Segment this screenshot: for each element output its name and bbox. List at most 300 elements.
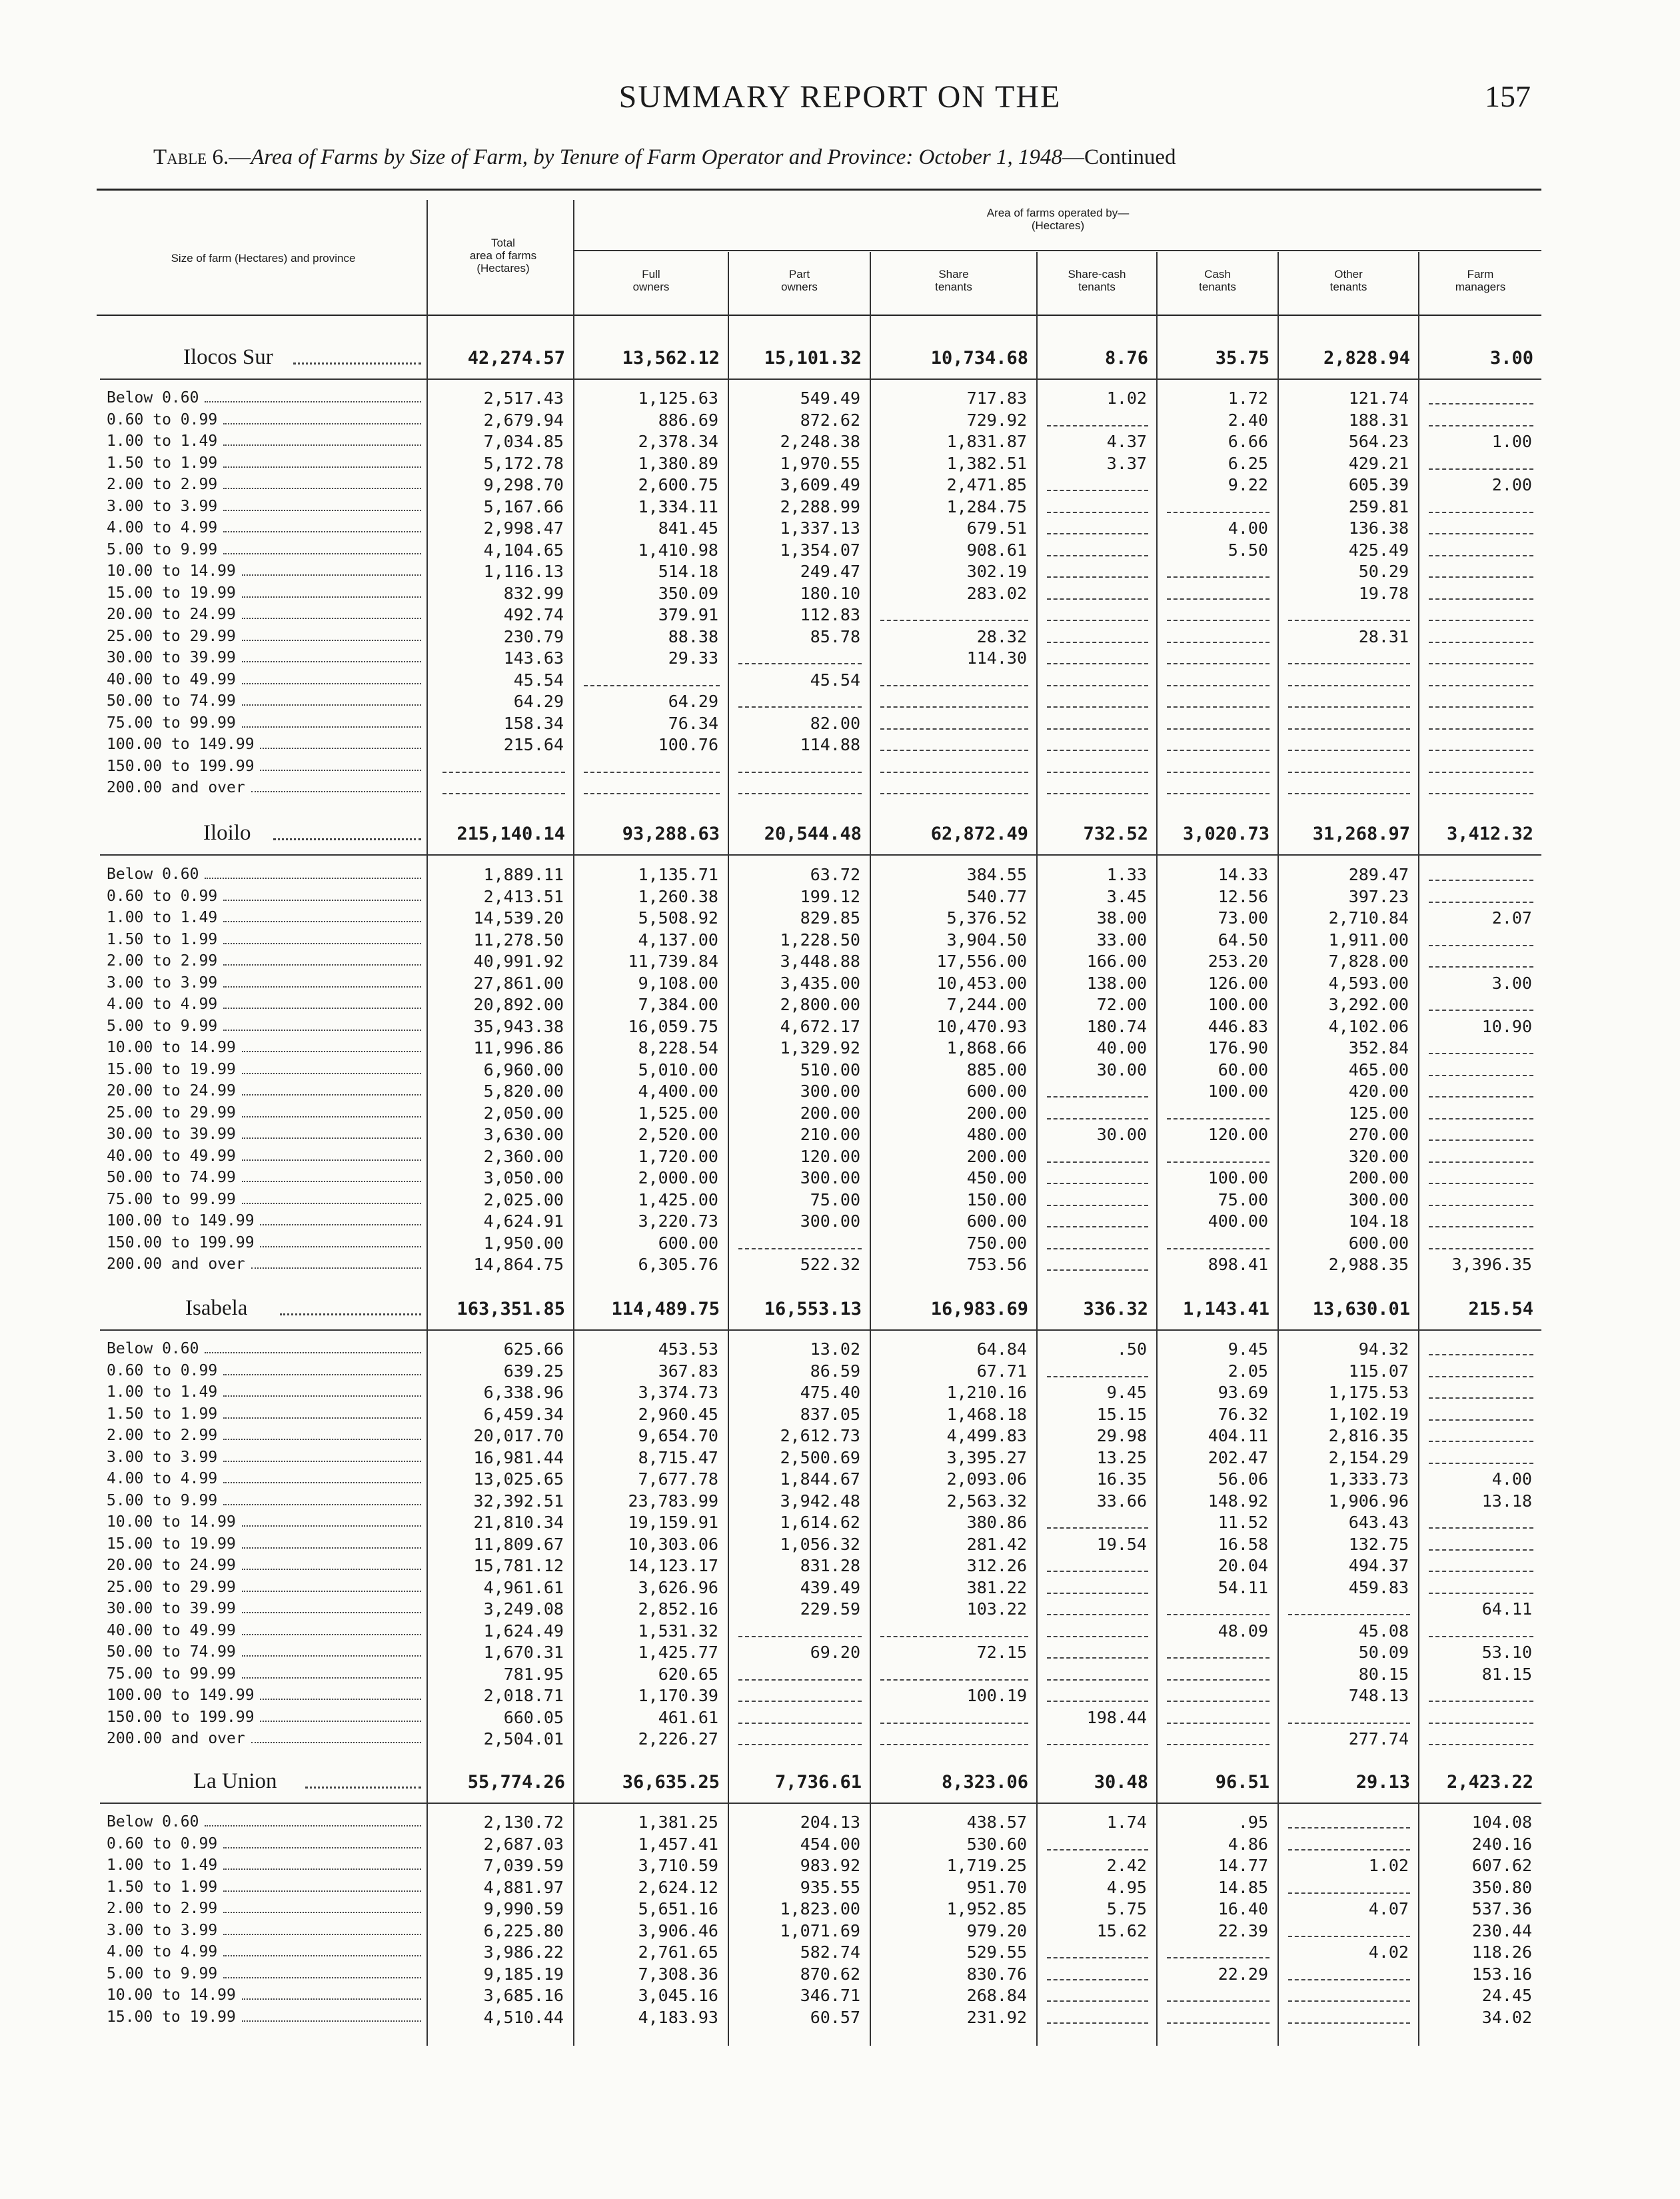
cell-value: 4,499.83 — [946, 1426, 1027, 1445]
header-share-tenants-line: tenants — [935, 281, 972, 293]
empty-cell — [1429, 750, 1533, 751]
cell-value: 450.00 — [966, 1168, 1027, 1187]
cell-value: 28.32 — [976, 626, 1027, 646]
cell-value: 1.02 — [1368, 1856, 1409, 1875]
header-part-owners-line: owners — [781, 281, 818, 293]
cell-value: 4,510.44 — [483, 2007, 564, 2027]
cell-value: 22.29 — [1218, 1964, 1268, 1984]
empty-cell — [1167, 1161, 1269, 1163]
cell-value: 6,338.96 — [483, 1383, 564, 1402]
size-class-label: 40.00 to 49.99 — [107, 1147, 236, 1165]
cell-value: 1,337.13 — [780, 518, 860, 538]
cell-value: 2,852.16 — [638, 1599, 718, 1619]
empty-cell — [738, 772, 862, 773]
cell-value: 7,384.00 — [638, 995, 718, 1014]
cell-value: 679.51 — [966, 518, 1027, 538]
cell-value: 176.90 — [1208, 1038, 1268, 1058]
province-total: 114,489.75 — [611, 1299, 720, 1319]
empty-cell — [880, 685, 1028, 686]
cell-value: 885.00 — [966, 1060, 1027, 1080]
province-total: 15,101.32 — [764, 348, 862, 368]
size-class-label: 100.00 to 149.99 — [107, 736, 255, 753]
cell-value: 48.09 — [1218, 1621, 1268, 1641]
province-total: 8.76 — [1104, 348, 1148, 368]
empty-cell — [1047, 1979, 1148, 1980]
cell-value: 5,508.92 — [638, 908, 718, 928]
cell-value: 104.08 — [1471, 1813, 1532, 1832]
cell-value: 20.04 — [1218, 1556, 1268, 1575]
cell-value: 446.83 — [1208, 1016, 1268, 1036]
cell-value: 53.10 — [1481, 1643, 1532, 1662]
cell-value: 6,459.34 — [483, 1404, 564, 1424]
empty-cell — [1167, 1723, 1269, 1724]
leader-dots — [242, 1137, 421, 1139]
empty-cell — [1429, 772, 1533, 773]
cell-value: 494.37 — [1348, 1556, 1409, 1575]
cell-value: 2,413.51 — [483, 886, 564, 906]
empty-cell — [1429, 642, 1533, 643]
header-other-tenants — [1279, 268, 1418, 293]
header-full-owners-line: owners — [632, 281, 670, 293]
empty-cell — [1288, 1614, 1410, 1615]
empty-cell — [1047, 576, 1148, 578]
section-separator-1 — [100, 854, 1541, 856]
section-separator-2 — [100, 1329, 1541, 1331]
cell-value: 1,125.63 — [638, 388, 718, 408]
cell-value: 1,175.53 — [1328, 1383, 1409, 1402]
cell-value: 283.02 — [966, 583, 1027, 603]
empty-cell — [1047, 1679, 1148, 1681]
cell-value: 14.77 — [1218, 1856, 1268, 1875]
cell-value: 72.00 — [1096, 995, 1147, 1014]
leader-dots — [242, 1655, 421, 1657]
empty-cell — [1429, 1419, 1533, 1421]
cell-value: 3,626.96 — [638, 1577, 718, 1597]
cell-value: 3,374.73 — [638, 1383, 718, 1402]
header-total-line: Total — [491, 237, 515, 249]
empty-cell — [1429, 1441, 1533, 1442]
cell-value: 143.63 — [503, 648, 564, 668]
leader-dots — [260, 1246, 421, 1247]
cell-value: 138.00 — [1086, 973, 1147, 993]
cell-value: 300.00 — [800, 1082, 860, 1101]
province-total: 3,020.73 — [1182, 824, 1269, 844]
size-class-label: 1.50 to 1.99 — [107, 454, 218, 472]
size-class-label: 50.00 to 74.99 — [107, 1643, 236, 1661]
size-class-label: 10.00 to 14.99 — [107, 562, 236, 580]
cell-value: 50.29 — [1358, 562, 1409, 581]
cell-value: 1.74 — [1106, 1813, 1147, 1832]
cell-value: 607.62 — [1471, 1856, 1532, 1875]
empty-cell — [1429, 1397, 1533, 1399]
empty-cell — [1167, 2022, 1269, 2024]
cell-value: 1,911.00 — [1328, 930, 1409, 950]
empty-cell — [1429, 793, 1533, 794]
caption-title: Area of Farms by Size of Farm, by Tenure of Farm Operator and Province: October 1, 1948 — [251, 145, 1063, 169]
cell-value: 2,988.35 — [1328, 1255, 1409, 1274]
cell-value: 582.74 — [800, 1942, 860, 1962]
leader-dots — [223, 1868, 421, 1870]
cell-value: 1,720.00 — [638, 1146, 718, 1166]
cell-value: 781.95 — [503, 1664, 564, 1684]
empty-cell — [1429, 1010, 1533, 1011]
cell-value: 1,831.87 — [946, 432, 1027, 451]
cell-value: 3,220.73 — [638, 1211, 718, 1231]
province-total: 2,828.94 — [1323, 348, 1410, 368]
cell-value: 24.45 — [1481, 1986, 1532, 2005]
cell-value: 549.49 — [800, 388, 860, 408]
province-total: 93,288.63 — [622, 824, 720, 844]
cell-value: 38.00 — [1096, 908, 1147, 928]
cell-value: 832.99 — [503, 583, 564, 603]
cell-value: 231.92 — [966, 2007, 1027, 2027]
empty-cell — [1429, 1096, 1533, 1098]
cell-value: 2,761.65 — [638, 1942, 718, 1962]
cell-value: 40.00 — [1096, 1038, 1147, 1058]
leader-dots — [223, 1374, 421, 1375]
header-share-cash-tenants-line: tenants — [1078, 281, 1116, 293]
empty-cell — [1429, 1527, 1533, 1529]
table-caption — [153, 145, 1519, 170]
size-class-label: 1.00 to 1.49 — [107, 1856, 218, 1874]
empty-cell — [738, 793, 862, 794]
cell-value: 4,624.91 — [483, 1211, 564, 1231]
cell-value: 9,654.70 — [638, 1426, 718, 1445]
cell-value: 3,942.48 — [780, 1491, 860, 1511]
empty-cell — [1167, 706, 1269, 708]
cell-value: 121.74 — [1348, 388, 1409, 408]
size-class-label: 25.00 to 29.99 — [107, 1103, 236, 1121]
cell-value: 830.76 — [966, 1964, 1027, 1984]
cell-value: 1,823.00 — [780, 1899, 860, 1918]
cell-value: 158.34 — [503, 713, 564, 733]
cell-value: 14.85 — [1218, 1877, 1268, 1897]
header-cash-tenants — [1158, 268, 1277, 293]
empty-cell — [1288, 685, 1410, 686]
leader-dots — [205, 1825, 421, 1827]
size-class-label: 3.00 to 3.99 — [107, 497, 218, 515]
cell-value: 76.32 — [1218, 1404, 1268, 1424]
cell-value: 132.75 — [1348, 1534, 1409, 1554]
cell-value: 8,715.47 — [638, 1447, 718, 1467]
empty-cell — [1429, 1053, 1533, 1054]
cell-value: 625.66 — [503, 1339, 564, 1359]
leader-dots — [242, 726, 421, 728]
cell-value: 40,991.92 — [473, 952, 564, 971]
cell-value: 28.31 — [1358, 626, 1409, 646]
cell-value: 23,783.99 — [628, 1491, 718, 1511]
leader-dots — [223, 1417, 421, 1419]
cell-value: 4.00 — [1228, 518, 1268, 538]
size-class-label: 4.00 to 4.99 — [107, 1470, 218, 1487]
leader-dots — [242, 683, 421, 684]
cell-value: 72.15 — [976, 1643, 1027, 1662]
cell-value: 350.09 — [658, 583, 718, 603]
empty-cell — [1429, 1161, 1533, 1163]
size-class-label: 5.00 to 9.99 — [107, 540, 218, 558]
cell-value: 75.00 — [1218, 1189, 1268, 1209]
empty-cell — [1047, 1957, 1148, 1958]
empty-cell — [1429, 1139, 1533, 1141]
cell-value: 2,093.06 — [946, 1469, 1027, 1489]
cell-value: 1,952.85 — [946, 1899, 1027, 1918]
cell-value: 1.00 — [1491, 432, 1532, 451]
size-class-label: 50.00 to 74.99 — [107, 692, 236, 710]
cell-value: 9,298.70 — [483, 475, 564, 494]
size-class-label: 100.00 to 149.99 — [107, 1687, 255, 1704]
empty-cell — [1047, 1161, 1148, 1163]
province-name: Iloilo — [203, 821, 251, 845]
header-cash-tenants-line: Cash — [1204, 268, 1231, 281]
cell-value: 188.31 — [1348, 410, 1409, 430]
cell-value: 2,998.47 — [483, 518, 564, 538]
cell-value: 300.00 — [800, 1168, 860, 1187]
cell-value: 979.20 — [966, 1920, 1027, 1940]
province-total: 3,412.32 — [1446, 824, 1533, 844]
empty-cell — [738, 1723, 862, 1724]
cell-value: 35,943.38 — [473, 1016, 564, 1036]
empty-cell — [1429, 403, 1533, 404]
empty-cell — [584, 685, 720, 686]
cell-value: 126.00 — [1208, 973, 1268, 993]
cell-value: 2,679.94 — [483, 410, 564, 430]
cell-value: 100.19 — [966, 1686, 1027, 1705]
empty-cell — [1429, 663, 1533, 664]
empty-cell — [1047, 1744, 1148, 1745]
cell-value: 1.72 — [1228, 388, 1268, 408]
cell-value: 180.10 — [800, 583, 860, 603]
size-class-label: 15.00 to 19.99 — [107, 2008, 236, 2026]
empty-cell — [1047, 663, 1148, 664]
leader-dots — [260, 748, 421, 749]
cell-value: 6.66 — [1228, 432, 1268, 451]
cell-value: 3.37 — [1106, 453, 1147, 473]
cell-value: 4,102.06 — [1328, 1016, 1409, 1036]
cell-value: 73.00 — [1218, 908, 1268, 928]
cell-value: 54.11 — [1218, 1577, 1268, 1597]
leader-dots — [280, 1313, 421, 1315]
cell-value: 7,828.00 — [1328, 952, 1409, 971]
cell-value: 379.91 — [658, 605, 718, 624]
cell-value: 12.56 — [1218, 886, 1268, 906]
cell-value: 4.07 — [1368, 1899, 1409, 1918]
empty-cell — [880, 1744, 1028, 1745]
empty-cell — [1047, 1118, 1148, 1119]
cell-value: 300.00 — [1348, 1189, 1409, 1209]
empty-cell — [1429, 1183, 1533, 1184]
empty-cell — [1288, 2000, 1410, 2002]
province-total: 3.00 — [1489, 348, 1533, 368]
leader-dots — [242, 618, 421, 619]
cell-value: 230.79 — [503, 626, 564, 646]
empty-cell — [1047, 1593, 1148, 1594]
cell-value: 17,556.00 — [936, 952, 1027, 971]
leader-dots — [242, 1203, 421, 1204]
cell-value: 11,278.50 — [473, 930, 564, 950]
cell-value: 5,820.00 — [483, 1082, 564, 1101]
empty-cell — [1167, 1614, 1269, 1615]
empty-cell — [738, 1744, 862, 1745]
section-separator-3 — [100, 1803, 1541, 1804]
empty-cell — [1429, 1593, 1533, 1594]
cell-value: 200.00 — [966, 1103, 1027, 1123]
cell-value: 13.18 — [1481, 1491, 1532, 1511]
empty-cell — [1167, 1118, 1269, 1119]
cell-value: 10.90 — [1481, 1016, 1532, 1036]
cell-value: 29.98 — [1096, 1426, 1147, 1445]
size-class-label: 2.00 to 2.99 — [107, 952, 218, 970]
province-total: 215.54 — [1468, 1299, 1533, 1319]
cell-value: 3,630.00 — [483, 1125, 564, 1144]
cell-value: 2.00 — [1491, 475, 1532, 494]
header-share-tenants-line: Share — [938, 268, 969, 281]
empty-cell — [1429, 425, 1533, 426]
empty-cell — [442, 772, 565, 773]
empty-cell — [1429, 512, 1533, 513]
leader-dots — [260, 1224, 421, 1225]
leader-dots — [223, 444, 421, 446]
size-class-label: 200.00 and over — [107, 779, 245, 796]
cell-value: 729.92 — [966, 410, 1027, 430]
cell-value: 564.23 — [1348, 432, 1409, 451]
cell-value: 2,612.73 — [780, 1426, 860, 1445]
cell-value: 9,108.00 — [638, 973, 718, 993]
leader-dots — [242, 640, 421, 641]
empty-cell — [880, 1636, 1028, 1637]
cell-value: 7,677.78 — [638, 1469, 718, 1489]
empty-cell — [1167, 728, 1269, 730]
cell-value: 118.26 — [1471, 1942, 1532, 1962]
cell-value: 5,172.78 — [483, 453, 564, 473]
cell-value: 85.78 — [810, 626, 860, 646]
empty-cell — [442, 793, 565, 794]
cell-value: 5,651.16 — [638, 1899, 718, 1918]
cell-value: 1,334.11 — [638, 496, 718, 516]
size-class-label: 10.00 to 14.99 — [107, 1513, 236, 1531]
province-total: 1,143.41 — [1182, 1299, 1269, 1319]
header-size-of-farm: Size of farm (Hectares) and province — [171, 252, 356, 265]
cell-value: 14,864.75 — [473, 1255, 564, 1274]
cell-value: 4.02 — [1368, 1942, 1409, 1962]
province-total: 8,323.06 — [941, 1772, 1028, 1793]
cell-value: 76.34 — [668, 713, 718, 733]
cell-value: 81.15 — [1481, 1664, 1532, 1684]
size-class-label: 4.00 to 4.99 — [107, 1943, 218, 1960]
empty-cell — [1047, 512, 1148, 513]
cell-value: 93.69 — [1218, 1383, 1268, 1402]
cell-value: 3,050.00 — [483, 1168, 564, 1187]
cell-value: 7,244.00 — [946, 995, 1027, 1014]
cell-value: 2,710.84 — [1328, 908, 1409, 928]
cell-value: 1,670.31 — [483, 1643, 564, 1662]
empty-cell — [1047, 2000, 1148, 2002]
cell-value: 829.85 — [800, 908, 860, 928]
empty-cell — [1288, 1723, 1410, 1724]
size-class-label: 3.00 to 3.99 — [107, 1448, 218, 1466]
cell-value: 14,123.17 — [628, 1556, 718, 1575]
leader-dots — [273, 838, 421, 840]
empty-cell — [1429, 1463, 1533, 1464]
cell-value: 1,525.00 — [638, 1103, 718, 1123]
cell-value: 2,471.85 — [946, 475, 1027, 494]
empty-cell — [1288, 1936, 1410, 1937]
cell-value: 2,360.00 — [483, 1146, 564, 1166]
cell-value: 6,960.00 — [483, 1060, 564, 1080]
province-name: Isabela — [185, 1296, 248, 1320]
cell-value: 886.69 — [658, 410, 718, 430]
size-class-label: 25.00 to 29.99 — [107, 627, 236, 645]
cell-value: 2,378.34 — [638, 432, 718, 451]
cell-value: 600.00 — [966, 1211, 1027, 1231]
cell-value: 45.08 — [1358, 1621, 1409, 1641]
province-name: La Union — [193, 1769, 277, 1793]
empty-cell — [1167, 663, 1269, 664]
cell-value: 2,000.00 — [638, 1168, 718, 1187]
cell-value: 4,961.61 — [483, 1577, 564, 1597]
cell-value: 50.09 — [1358, 1643, 1409, 1662]
leader-dots — [205, 1352, 421, 1353]
size-class-label: 75.00 to 99.99 — [107, 1190, 236, 1208]
cell-value: 5,376.52 — [946, 908, 1027, 928]
cell-value: 69.20 — [810, 1643, 860, 1662]
cell-value: 1,260.38 — [638, 886, 718, 906]
top-rule — [97, 189, 1541, 191]
cell-value: 1,906.96 — [1328, 1491, 1409, 1511]
cell-value: 16,981.44 — [473, 1447, 564, 1467]
cell-value: 346.71 — [800, 1986, 860, 2005]
leader-dots — [260, 770, 421, 771]
empty-cell — [880, 1723, 1028, 1724]
empty-cell — [1167, 642, 1269, 643]
cell-value: 204.13 — [800, 1813, 860, 1832]
cell-value: 4,672.17 — [780, 1016, 860, 1036]
cell-value: 438.57 — [966, 1813, 1027, 1832]
header-total-line: (Hectares) — [476, 262, 530, 275]
cell-value: 2,960.45 — [638, 1404, 718, 1424]
empty-cell — [1167, 1701, 1269, 1702]
cell-value: 1,889.11 — [483, 865, 564, 884]
size-class-label: 150.00 to 199.99 — [107, 757, 255, 775]
cell-value: 350.80 — [1471, 1877, 1532, 1897]
empty-cell — [1047, 1269, 1148, 1271]
cell-value: 27,861.00 — [473, 973, 564, 993]
cell-value: 1,071.69 — [780, 1920, 860, 1940]
cell-value: 6,225.80 — [483, 1920, 564, 1940]
province-total: 7,736.61 — [774, 1772, 862, 1793]
size-class-label: 2.00 to 2.99 — [107, 1427, 218, 1444]
empty-cell — [1167, 685, 1269, 686]
size-class-label: 1.00 to 1.49 — [107, 1383, 218, 1401]
leader-dots — [242, 596, 421, 598]
size-class-label: 1.00 to 1.49 — [107, 909, 218, 926]
cell-value: 453.53 — [658, 1339, 718, 1359]
cell-value: 3,395.27 — [946, 1447, 1027, 1467]
size-class-label: 100.00 to 149.99 — [107, 1212, 255, 1229]
leader-dots — [242, 1181, 421, 1182]
header-share-cash-tenants — [1038, 268, 1156, 293]
empty-cell — [1429, 555, 1533, 556]
empty-cell — [1288, 1979, 1410, 1980]
cell-value: 153.16 — [1471, 1964, 1532, 1984]
province-total: 16,983.69 — [930, 1299, 1028, 1319]
cell-value: 320.00 — [1348, 1146, 1409, 1166]
leader-dots — [223, 1847, 421, 1848]
province-total: 13,630.01 — [1312, 1299, 1410, 1319]
empty-cell — [1288, 793, 1410, 794]
empty-cell — [1047, 1183, 1148, 1184]
cell-value: 215.64 — [503, 735, 564, 754]
cell-value: 22.39 — [1218, 1920, 1268, 1940]
